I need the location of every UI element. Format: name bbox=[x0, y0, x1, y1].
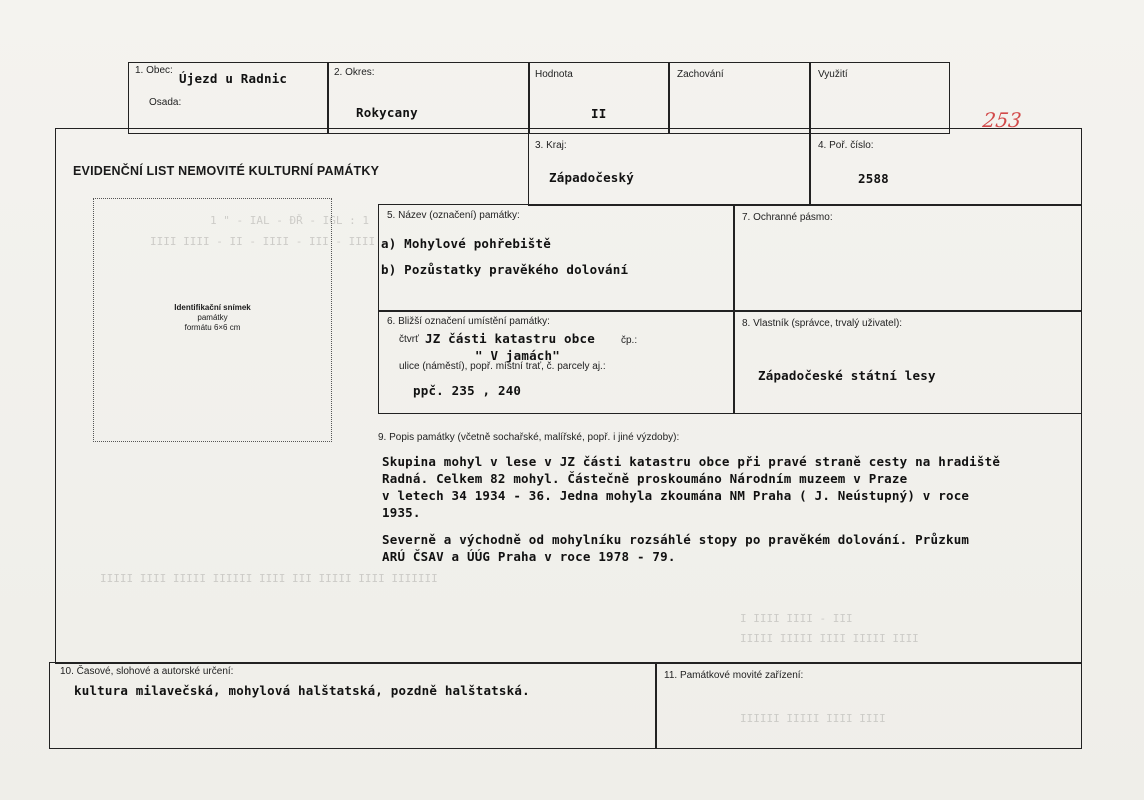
popis-line: Severně a východně od mohylníku rozsáhlé stopy po pravěkém dolování. Průzkum bbox=[382, 532, 970, 547]
ctvrt-label: čtvrť bbox=[399, 334, 419, 345]
casove-label: 10. Časové, slohové a autorské určení: bbox=[60, 666, 234, 677]
nazev-label: 5. Název (označení) památky: bbox=[387, 210, 520, 221]
okres-label: 2. Okres: bbox=[334, 67, 375, 78]
movite-label: 11. Památkové movité zařízení: bbox=[664, 670, 804, 681]
photo-placeholder bbox=[93, 198, 332, 442]
ctvrt-value: JZ části katastru obce bbox=[425, 331, 595, 346]
handwritten-number: 253 bbox=[981, 108, 1023, 132]
form-title: EVIDENČNÍ LIST NEMOVITÉ KULTURNÍ PAMÁTKY bbox=[73, 164, 380, 178]
obec-value: Újezd u Radnic bbox=[179, 71, 288, 86]
bleed-through-text: IIIII IIIII IIII IIIII IIII bbox=[740, 632, 919, 645]
movite-cell bbox=[655, 662, 1082, 749]
umisteni-cell bbox=[378, 310, 735, 414]
hodnota-cell bbox=[528, 62, 670, 134]
kraj-cell bbox=[528, 132, 811, 206]
obec-label: 1. Obec: bbox=[135, 65, 173, 76]
bleed-through-text: IIII IIII - II - IIII - III - IIII bbox=[150, 235, 376, 248]
vlastnik-label: 8. Vlastník (správce, trvalý uživatel): bbox=[742, 318, 903, 329]
poradi-label: 4. Poř. číslo: bbox=[818, 140, 874, 151]
popis-line: Radná. Celkem 82 mohyl. Částečně proskoumáno Národním muzeem v Praze bbox=[382, 471, 908, 486]
bleed-through-text: 1 " - IAL - ĐŘ - IGL : 1 bbox=[210, 214, 369, 227]
casove-cell bbox=[49, 662, 657, 749]
pasmo-label: 7. Ochranné pásmo: bbox=[742, 212, 833, 223]
hodnota-label: Hodnota bbox=[535, 69, 573, 80]
umisteni-label: 6. Bližší označení umístění památky: bbox=[387, 316, 550, 327]
photo-label-line1: Identifikační snímek bbox=[174, 303, 251, 312]
popis-line: 1935. bbox=[382, 505, 421, 520]
zachovani-cell bbox=[668, 62, 811, 134]
photo-label-line2: památky bbox=[197, 313, 228, 322]
vlastnik-value: Západočeské státní lesy bbox=[758, 368, 936, 383]
nazev-a-value: a) Mohylové pohřebiště bbox=[381, 236, 551, 251]
poradi-value: 2588 bbox=[858, 171, 889, 186]
popis-text bbox=[382, 453, 1000, 565]
okres-cell bbox=[327, 62, 530, 134]
kraj-label: 3. Kraj: bbox=[535, 140, 567, 151]
popis-line: ARÚ ČSAV a ÚÚG Praha v roce 1978 - 79. bbox=[382, 549, 676, 564]
casove-value: kultura milavečská, mohylová halštatská, pozdně halštatská. bbox=[74, 683, 530, 698]
bleed-through-text: IIIII IIII IIIII IIIIII IIII III IIIII IIII IIIIIII bbox=[100, 572, 438, 585]
ctvrt-value-2: " V jamách" bbox=[475, 348, 560, 363]
bleed-through-text: IIIIII IIIII IIII IIII bbox=[740, 712, 886, 725]
nazev-b-value: b) Pozůstatky pravěkého dolování bbox=[381, 262, 629, 277]
photo-label-line3: formátu 6×6 cm bbox=[184, 323, 241, 332]
cp-label: čp.: bbox=[621, 335, 638, 346]
popis-line: v letech 34 1934 - 36. Jedna mohyla zkoumána NM Praha ( J. Neústupný) v roce bbox=[382, 488, 970, 503]
ulice-label: ulice (náměstí), popř. místní trať, č. parcely aj.: bbox=[399, 361, 606, 372]
popis-line: Skupina mohyl v lese v JZ části katastru obce při pravé straně cesty na hradiště bbox=[382, 454, 1001, 469]
vlastnik-cell bbox=[733, 310, 1082, 414]
osada-label: Osada: bbox=[149, 97, 182, 108]
popis-line-blank bbox=[382, 521, 1000, 531]
poradi-cell bbox=[809, 132, 1082, 206]
obec-cell bbox=[128, 62, 329, 134]
bleed-through-text: I IIII IIII - III bbox=[740, 612, 853, 625]
parcely-value: ppč. 235 , 240 bbox=[413, 383, 522, 398]
okres-value: Rokycany bbox=[356, 105, 418, 120]
popis-label: 9. Popis památky (včetně sochařské, malířské, popř. i jiné výzdoby): bbox=[378, 432, 680, 443]
zachovani-label: Zachování bbox=[677, 69, 724, 80]
hodnota-value: II bbox=[591, 106, 607, 121]
kraj-value: Západočeský bbox=[549, 170, 634, 185]
vyuziti-label: Využití bbox=[818, 69, 848, 80]
pasmo-cell bbox=[733, 204, 1082, 312]
vyuziti-cell bbox=[809, 62, 950, 134]
nazev-cell bbox=[378, 204, 735, 312]
